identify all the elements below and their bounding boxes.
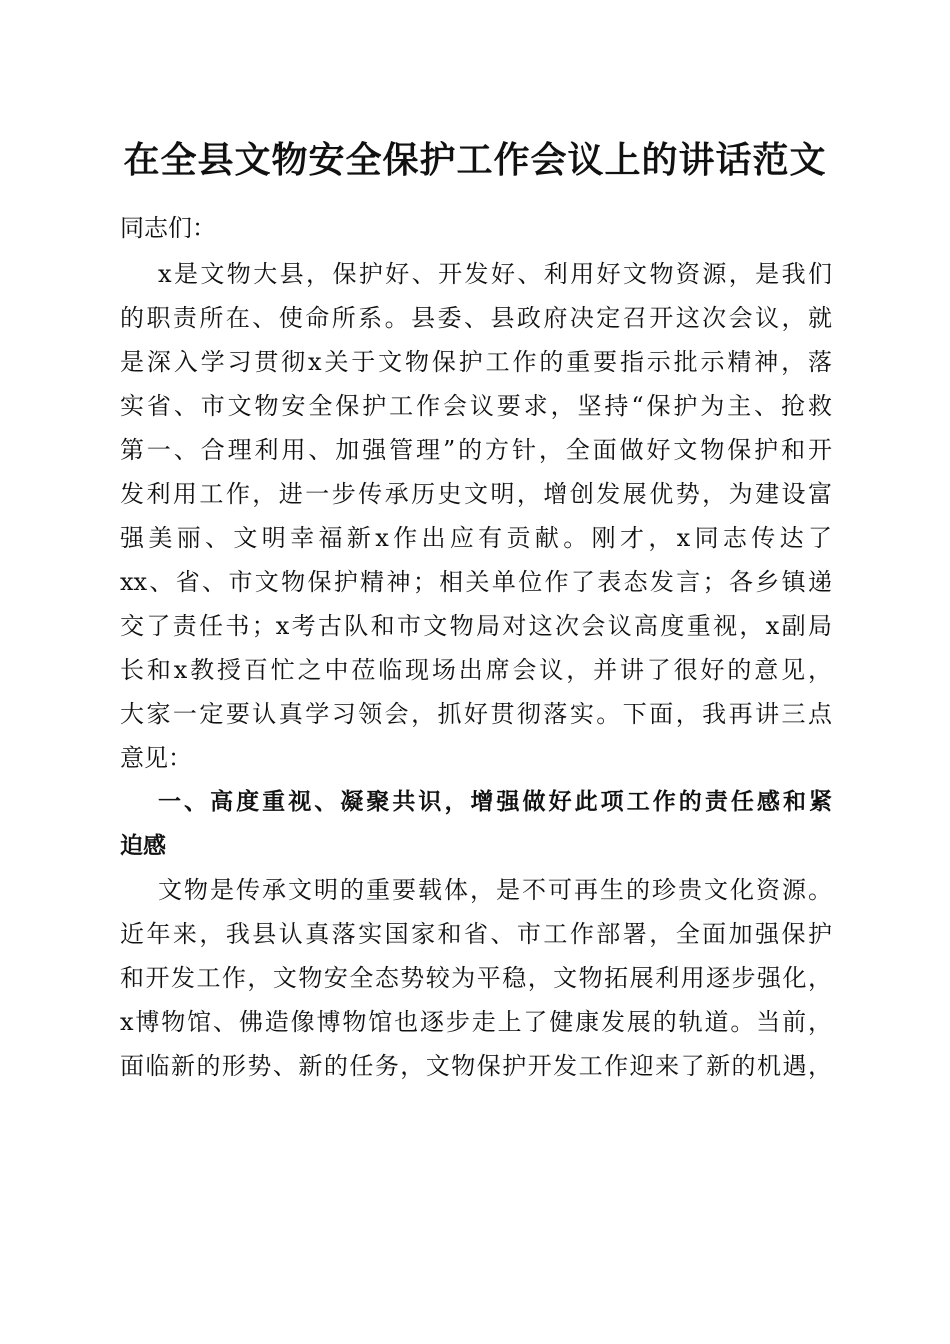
paragraph-line: 发利用工作，进一步传承历史文明，增创发展优势，为建设富 [120,480,832,508]
paragraph-line: 第一、合理利用、加强管理”的方针，全面做好文物保护和开 [120,436,832,464]
paragraph-line: 意见： [120,744,192,772]
paragraph-line: 面临新的形势、新的任务，文物保护开发工作迎来了新的机遇， [120,1052,832,1080]
paragraph-line: 交了责任书；x考古队和市文物局对这次会议高度重视，x副局 [120,612,832,640]
paragraph-1 [120,252,832,780]
paragraph-line: 强美丽、文明幸福新x作出应有贡献。刚才，x同志传达了 [120,524,832,552]
paragraph-line: 实省、市文物安全保护工作会议要求，坚持“保护为主、抢救 [120,392,832,420]
document-title: 在全县文物安全保护工作会议上的讲话范文 [123,139,827,181]
section-heading-1 [120,780,832,868]
paragraph-line: xx、省、市文物保护精神；相关单位作了表态发言；各乡镇递 [120,568,832,596]
paragraph-line: 是深入学习贯彻x关于文物保护工作的重要指示批示精神，落 [120,348,832,376]
paragraph-line: x是文物大县，保护好、开发好、利用好文物资源，是我们 [158,260,832,288]
paragraph-line: 文物是传承文明的重要载体，是不可再生的珍贵文化资源。 [158,876,832,904]
salutation: 同志们： [120,214,216,242]
paragraph-line: x博物馆、佛造像博物馆也逐步走上了健康发展的轨道。当前， [120,1008,832,1036]
paragraph-2 [120,868,832,1088]
paragraph-line: 和开发工作，文物安全态势较为平稳，文物拓展利用逐步强化， [120,964,832,992]
heading-line: 一、高度重视、凝聚共识，增强做好此项工作的责任感和紧 [158,789,832,815]
paragraph-line: 大家一定要认真学习领会，抓好贯彻落实。下面，我再讲三点 [120,700,832,728]
paragraph-line: 的职责所在、使命所系。县委、县政府决定召开这次会议，就 [120,304,832,332]
paragraph-line: 近年来，我县认真落实国家和省、市工作部署，全面加强保护 [120,920,832,948]
paragraph-line: 长和x教授百忙之中莅临现场出席会议，并讲了很好的意见， [120,656,832,684]
heading-line: 迫感 [120,833,166,859]
document-body [120,206,832,1088]
